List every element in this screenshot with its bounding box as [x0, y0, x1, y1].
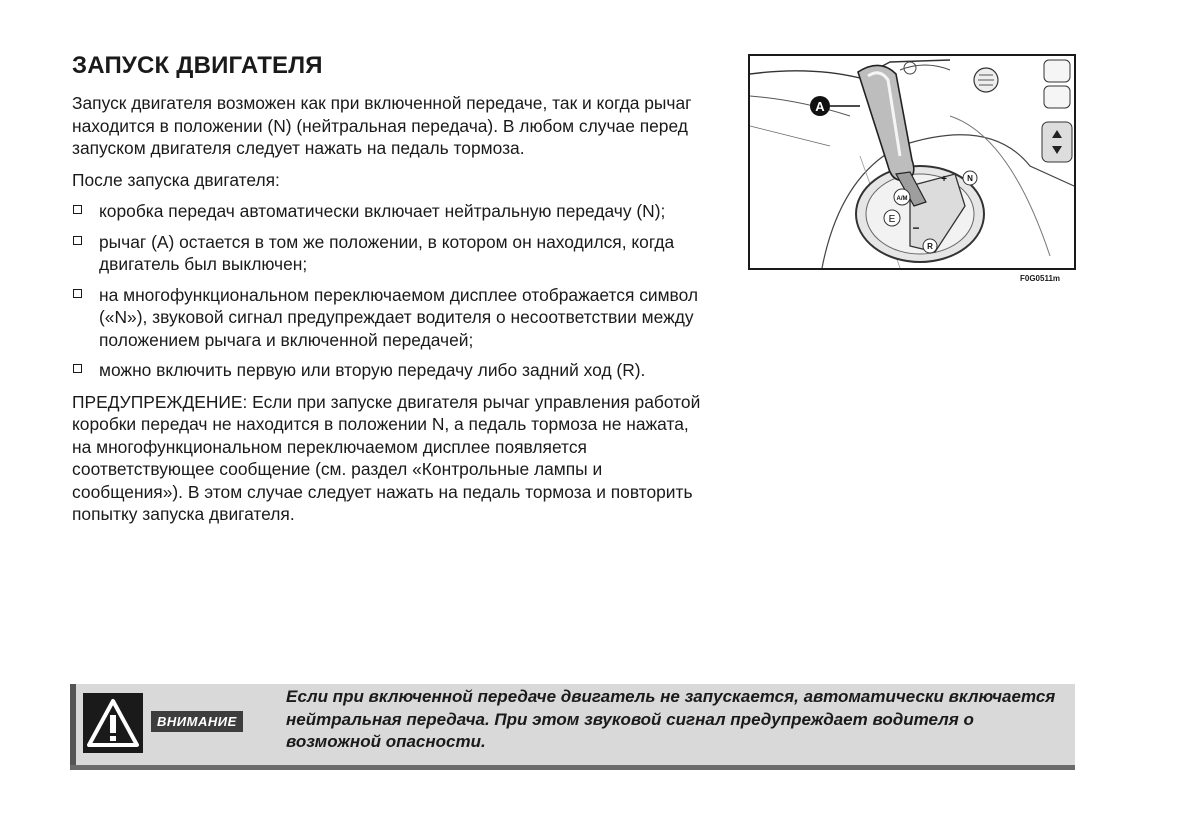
- list-item: на многофункциональном переключаемом дисплее отображается символ («N»), звуковой сигнал предупреждает водителя о несоответствии между положением рычага и включенной передачей;: [72, 284, 704, 352]
- checkbox-bullet-icon: [73, 205, 82, 214]
- caution-rail: [70, 684, 76, 770]
- list-item: можно включить первую или вторую передачу либо задний ход (R).: [72, 359, 704, 382]
- intro-paragraph: Запуск двигателя возможен как при включенной передаче, так и когда рычаг находится в положении (N) (нейтральная передача). В любом случае перед запуском двигателя следует нажать на педаль тормоза.: [72, 93, 692, 158]
- caution-text: Если при включенной передаче двигатель не запускается, автоматически включается нейтральная передача. При этом звуковой сигнал предупреждает водителя о возможной опасности.: [286, 687, 1056, 751]
- warning-paragraph: ПРЕДУПРЕЖДЕНИЕ: Если при запуске двигателя рычаг управления работой коробки передач не находится в положении N, а педаль тормоза не нажата, на многофункциональном переключаемом дисплее появляется соответствующее сообщение (см. раздел «Контрольные лампы и сообщения»). В этом случае следует нажать на педаль тормоза и повторить попытку запуска двигателя.: [72, 391, 701, 524]
- callout-label: A: [815, 99, 825, 114]
- figure-code: F0G0511m: [1020, 274, 1061, 283]
- gate-label-am: A/M: [896, 196, 908, 202]
- gate-label-e: E: [888, 214, 896, 225]
- checkbox-bullet-icon: [73, 289, 82, 298]
- caution-badge: ВНИМАНИЕ: [151, 711, 243, 732]
- gate-label-r: R: [927, 242, 933, 251]
- caution-bottom-rule: [70, 765, 1075, 770]
- caution-box: [70, 684, 1075, 770]
- gear-lever-illustration: [748, 54, 1076, 270]
- list-item: рычаг (A) остается в том же положении, в котором он находился, когда двигатель был выключен;: [72, 231, 704, 276]
- after-start-label: После запуска двигателя:: [72, 169, 280, 190]
- gate-label-plus: +: [941, 174, 947, 185]
- checkbox-bullet-icon: [73, 364, 82, 373]
- list-item: коробка передач автоматически включает нейтральную передачу (N);: [72, 200, 704, 223]
- checkbox-bullet-icon: [73, 236, 82, 245]
- body-text: [72, 92, 704, 535]
- after-start-list: [72, 200, 704, 382]
- warning-triangle-icon: [83, 693, 143, 753]
- gear-lever-drawing: [750, 56, 1074, 268]
- gate-label-minus: −: [912, 221, 920, 235]
- gate-label-n: N: [967, 174, 973, 183]
- section-title: ЗАПУСК ДВИГАТЕЛЯ: [72, 52, 323, 79]
